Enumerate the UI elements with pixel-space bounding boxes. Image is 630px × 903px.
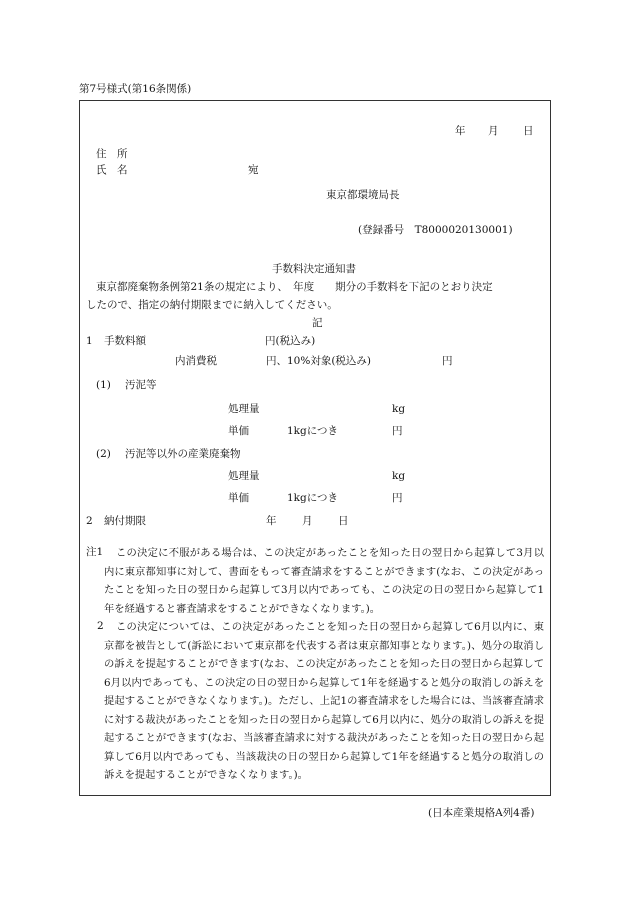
other-number: (2) (96, 448, 111, 460)
other-qty-label: 処理量 (228, 470, 260, 482)
other-price-unit: 円 (392, 492, 403, 504)
other-price-label: 単価 (228, 492, 249, 504)
sludge-qty-label: 処理量 (228, 403, 260, 415)
item2-label: 納付期限 (104, 515, 146, 527)
deadline-day: 日 (338, 515, 349, 527)
sludge-price-label: 単価 (228, 425, 249, 437)
date-day: 日 (523, 125, 534, 137)
footer-size-note: (日本産業規格A列4番) (428, 807, 535, 819)
date-month: 月 (488, 125, 499, 137)
registration-number: (登録番号 T8000020130001) (358, 224, 513, 236)
issuer: 東京都環境局長 (326, 189, 400, 201)
date-year: 年 (455, 125, 466, 137)
note2-prefix: 2 (97, 620, 104, 632)
sludge-label: 汚泥等 (125, 379, 157, 391)
item2-number: 2 (86, 515, 93, 527)
sludge-per-label: 1kgにつき (287, 425, 339, 437)
note1-prefix: 注1 (86, 546, 104, 558)
ki-label: 記 (312, 317, 323, 329)
intro-line-1: 東京都廃棄物条例第21条の規定により、 年度 期分の手数料を下記のとおり決定 (96, 281, 493, 293)
other-qty-unit: kg (392, 470, 406, 482)
address-label: 住 所 (96, 148, 128, 160)
name-label: 氏 名 (96, 164, 128, 176)
deadline-month: 月 (302, 515, 313, 527)
sludge-qty-unit: kg (392, 403, 406, 415)
document-title: 手数料決定通知書 (272, 263, 356, 275)
intro-line-2: したので、指定の納付期限までに納入してください。 (86, 299, 338, 311)
sludge-number: (1) (96, 379, 111, 391)
tax-label: 内消費税 (175, 355, 217, 367)
item1-number: 1 (86, 335, 93, 347)
form-number: 第7号様式(第16条関係) (79, 83, 192, 95)
tax-unit-2: 円 (442, 355, 453, 367)
sludge-price-unit: 円 (392, 425, 403, 437)
honorific: 宛 (248, 164, 259, 176)
deadline-year: 年 (266, 515, 277, 527)
item1-amount-unit: 円(税込み) (265, 335, 316, 347)
note1-text: この決定に不服がある場合は、この決定があったことを知った日の翌日から起算して3月以内に東京都知事に対して、書面をもって審査請求をすることができます(なお、この決定があったことを知った日の翌日から起算して3月以内であっても、この決定の日の翌日から起算して1年を経過すると審査請求をすることができなくなります。)。 (104, 547, 544, 615)
note2-text: この決定については、この決定があったことを知った日の翌日から起算して6月以内に、東京都を被告として(訴訟において東京都を代表する者は東京都知事となります。)、処分の取消しの訴えを提起することができます(なお、この決定があったことを知った日の翌日から起算して6月以内であっても、この決定の日の翌日から起算して1年を経過すると処分の取消しの訴えを提起することができなくなります。)。ただし、上記1の審査請求をした場合には、当該審査請求に対する裁決があったことを知った日の翌日から起算して6月以内に、処分の取消しの訴えを提起することができます(なお、当該審査請求に対する裁決があったことを知った日の翌日から起算して6月以内であっても、当該裁決の日の翌日から起算して1年を経過すると処分の取消しの訴えを提起することができなくなります。)。 (104, 621, 544, 781)
other-label: 汚泥等以外の産業廃棄物 (125, 448, 241, 460)
other-per-label: 1kgにつき (287, 492, 339, 504)
item1-label: 手数料額 (104, 335, 146, 347)
tax-unit: 円、10%対象(税込み) (266, 355, 372, 367)
